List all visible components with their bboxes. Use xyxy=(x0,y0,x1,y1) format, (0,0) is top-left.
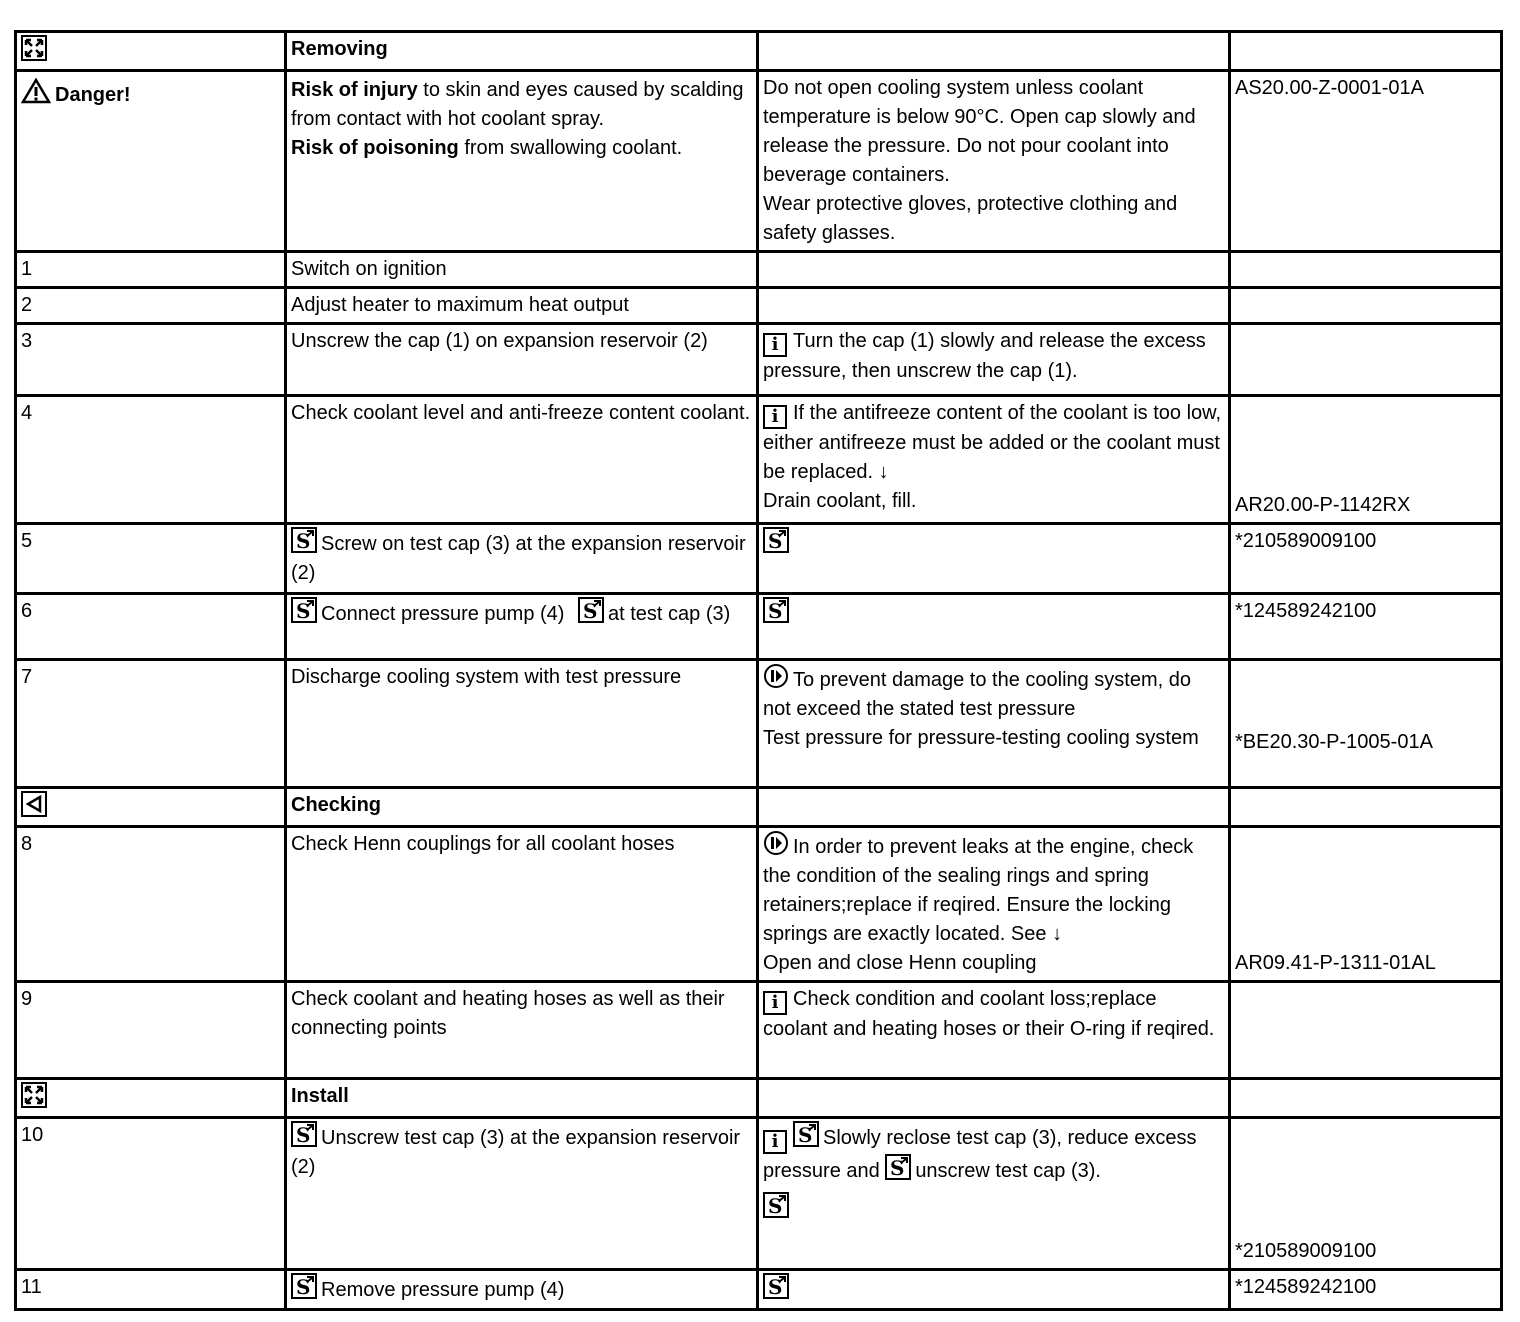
danger-note-cell xyxy=(758,71,1230,252)
install-icon-cell xyxy=(16,1079,286,1118)
step-number: 7 xyxy=(16,660,286,788)
info-icon: i xyxy=(763,333,787,357)
tool-ref[interactable]: *124589242100 xyxy=(1230,594,1502,660)
danger-ref[interactable]: AS20.00-Z-0001-01A xyxy=(1230,71,1502,252)
step-text: Check coolant level and anti-freeze content coolant. xyxy=(286,396,758,524)
warning-triangle-icon xyxy=(21,78,51,104)
step-text-cell xyxy=(286,1118,758,1270)
danger-note: Do not open cooling system unless coolant temperature is below 90°C. Open cap slowly and release the pressure. Do not pour coolant into beverage containers. xyxy=(763,77,1196,186)
special-tool-icon xyxy=(291,1273,317,1299)
special-tool-icon xyxy=(578,597,604,623)
step-note xyxy=(758,827,1230,982)
step-text: Unscrew the cap (1) on expansion reservoir (2) xyxy=(286,324,758,396)
note-text-cont: unscrew test cap (3). xyxy=(915,1160,1101,1182)
step-note xyxy=(758,982,1230,1079)
step-note xyxy=(758,324,1230,396)
step-text: Remove pressure pump (4) xyxy=(321,1279,565,1301)
step-row xyxy=(16,1270,1502,1310)
special-tool-icon xyxy=(763,1192,789,1218)
removing-icon-cell xyxy=(16,32,286,71)
note-text: If the antifreeze content of the coolant is too low, either antifreeze must be added or the coolant must be replaced. xyxy=(763,402,1222,483)
step-number: 6 xyxy=(16,594,286,660)
step-text-cont: at test cap (3) xyxy=(608,603,731,625)
step-note xyxy=(758,1118,1230,1270)
checking-icon xyxy=(21,791,47,817)
step-text: Check Henn couplings for all coolant hoses xyxy=(286,827,758,982)
danger-risk-cell xyxy=(286,71,758,252)
danger-row xyxy=(16,71,1502,252)
step-text: Unscrew test cap (3) at the expansion reservoir (2) xyxy=(291,1127,741,1178)
note-text: To prevent damage to the cooling system, do not exceed the stated test pressure xyxy=(763,669,1192,720)
special-tool-icon xyxy=(763,597,789,623)
section-row-removing xyxy=(16,32,1502,71)
ref-cell xyxy=(1230,396,1502,524)
risk-poisoning-text: from swallowing coolant. xyxy=(464,137,683,159)
special-tool-icon xyxy=(763,527,789,553)
risk-injury-label: Risk of injury xyxy=(291,79,418,101)
caution-icon xyxy=(763,663,789,689)
tool-ref[interactable]: *210589009100 xyxy=(1230,524,1502,594)
ref-link[interactable]: *BE20.30-P-1005-01A xyxy=(1235,731,1433,753)
procedure-table xyxy=(14,30,1503,1311)
step-text-cell xyxy=(286,594,758,660)
note-text: In order to prevent leaks at the engine, check the condition of the sealing rings and spring retainers;replace if reqired. Ensure the locking springs are exactly located. See xyxy=(763,836,1194,945)
special-tool-icon xyxy=(291,1121,317,1147)
step-number: 8 xyxy=(16,827,286,982)
risk-poisoning-label: Risk of poisoning xyxy=(291,137,459,159)
step-text: Switch on ignition xyxy=(286,252,758,288)
step-number: 2 xyxy=(16,288,286,324)
step-text-cell xyxy=(286,524,758,594)
step-row xyxy=(16,252,1502,288)
note-text: Slowly reclose test cap (3), reduce excess pressure and xyxy=(763,1127,1197,1182)
step-text: Adjust heater to maximum heat output xyxy=(286,288,758,324)
install-icon xyxy=(21,1082,47,1108)
section-title: Install xyxy=(286,1079,758,1118)
info-icon: i xyxy=(763,405,787,429)
down-arrow-icon[interactable]: ↓ xyxy=(1052,923,1063,945)
step-row xyxy=(16,524,1502,594)
step-text: Connect pressure pump (4) xyxy=(321,603,565,625)
risk-injury-text: to skin and eyes caused by scalding from contact with hot coolant spray. xyxy=(291,79,744,130)
step-row xyxy=(16,324,1502,396)
danger-label-cell xyxy=(16,71,286,252)
ref-link[interactable]: AR09.41-P-1311-01AL xyxy=(1235,952,1436,974)
step-row xyxy=(16,1118,1502,1270)
note-link-text: Open and close Henn coupling xyxy=(763,952,1037,974)
ref-cell xyxy=(1230,827,1502,982)
step-row xyxy=(16,660,1502,788)
special-tool-icon xyxy=(763,1273,789,1299)
section-row-checking xyxy=(16,788,1502,827)
tool-ref[interactable]: *124589242100 xyxy=(1230,1270,1502,1310)
step-number: 9 xyxy=(16,982,286,1079)
danger-note-ppe: Wear protective gloves, protective clothing and safety glasses. xyxy=(763,193,1178,244)
step-row xyxy=(16,288,1502,324)
removing-icon xyxy=(21,35,47,61)
step-number: 10 xyxy=(16,1118,286,1270)
special-tool-icon xyxy=(885,1154,911,1180)
step-row xyxy=(16,827,1502,982)
note-text: Turn the cap (1) slowly and release the excess pressure, then unscrew the cap (1). xyxy=(763,330,1206,382)
danger-label: Danger! xyxy=(55,84,131,106)
section-title: Removing xyxy=(286,32,758,71)
note-link-text: Test pressure for pressure-testing cooling system xyxy=(763,727,1199,749)
step-number: 1 xyxy=(16,252,286,288)
note-text: Check condition and coolant loss;replace coolant and heating hoses or their O-ring if reqired. xyxy=(763,988,1215,1040)
caution-icon xyxy=(763,830,789,856)
step-text-cell xyxy=(286,1270,758,1310)
step-text: Screw on test cap (3) at the expansion reservoir (2) xyxy=(291,533,746,584)
step-text: Check coolant and heating hoses as well as their connecting points xyxy=(286,982,758,1079)
step-text: Discharge cooling system with test pressure xyxy=(286,660,758,788)
ref-link[interactable]: AR20.00-P-1142RX xyxy=(1235,494,1411,516)
step-row xyxy=(16,594,1502,660)
special-tool-icon xyxy=(793,1121,819,1147)
step-row xyxy=(16,982,1502,1079)
ref-cell xyxy=(1230,660,1502,788)
section-title: Checking xyxy=(286,788,758,827)
special-tool-icon xyxy=(291,597,317,623)
section-row-install xyxy=(16,1079,1502,1118)
step-number: 5 xyxy=(16,524,286,594)
down-arrow-icon[interactable]: ↓ xyxy=(878,461,889,483)
step-row xyxy=(16,396,1502,524)
step-number: 4 xyxy=(16,396,286,524)
special-tool-icon xyxy=(291,527,317,553)
step-note xyxy=(758,396,1230,524)
step-number: 3 xyxy=(16,324,286,396)
note-link-text: Drain coolant, fill. xyxy=(763,490,917,512)
tool-ref[interactable]: *210589009100 xyxy=(1235,1240,1377,1262)
ref-cell xyxy=(1230,1118,1502,1270)
info-icon: i xyxy=(763,991,787,1015)
info-icon: i xyxy=(763,1130,787,1154)
checking-icon-cell xyxy=(16,788,286,827)
step-note xyxy=(758,660,1230,788)
step-number: 11 xyxy=(16,1270,286,1310)
